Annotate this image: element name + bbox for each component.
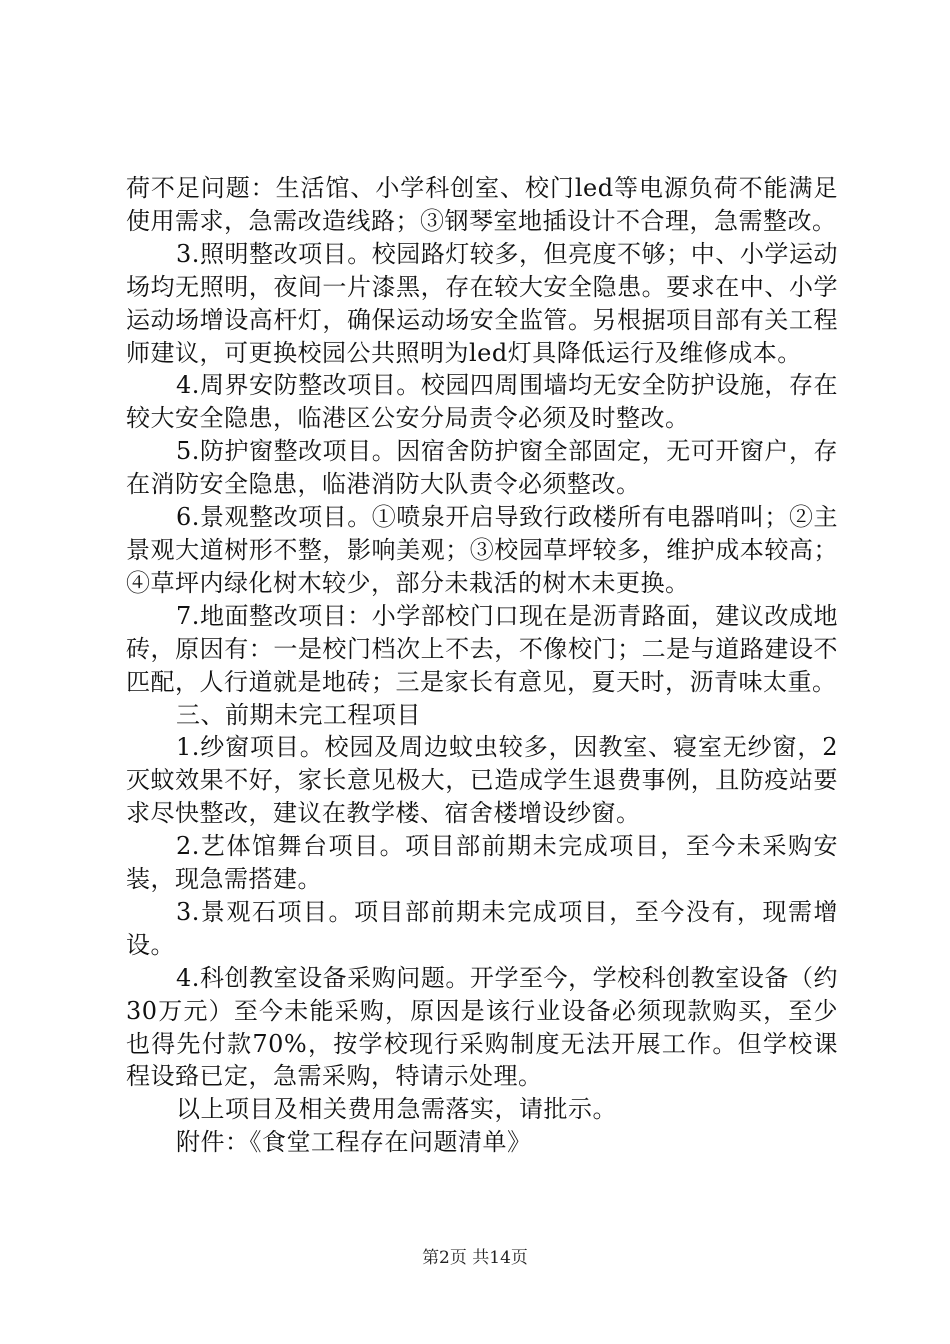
- paragraph: 3.景观石项目。项目部前期未完成项目，至今没有，现需增设。: [126, 897, 838, 959]
- document-body: [126, 172, 838, 1159]
- paragraph: 7.地面整改项目：小学部校门口现在是沥青路面，建议改成地砖，原因有：一是校门档次上不去，不像校门；二是与道路建设不匹配，人行道就是地砖；三是家长有意见，夏天时，沥青味太重。: [126, 601, 838, 696]
- paragraph: 1.纱窗项目。校园及周边蚊虫较多，因教室、寝室无纱窗，2灭蚊效果不好，家长意见极大，已造成学生退费事例，且防疫站要求尽快整改，建议在教学楼、宿舍楼增设纱窗。: [126, 733, 838, 828]
- paragraph: 2.艺体馆舞台项目。项目部前期未完成项目，至今未采购安装，现急需搭建。: [126, 832, 838, 894]
- paragraph: 以上项目及相关费用急需落实，请批示。: [176, 1095, 617, 1124]
- paragraph: 6.景观整改项目。①喷泉开启导致行政楼所有电器哨叫；②主景观大道树形不整，影响美观；③校园草坪较多，维护成本较高；④草坪内绿化树木较少，部分未栽活的树木未更换。: [126, 503, 838, 597]
- paragraph: 3.照明整改项目。校园路灯较多，但亮度不够；中、小学运动场均无照明，夜间一片漆黑，存在较大安全隐患。要求在中、小学运动场增设高杆灯，确保运动场安全监管。另根据项目部有关工程师建议，可更换校园公共照明为led灯具降低运行及维修成本。: [126, 239, 838, 367]
- section-heading: 三、前期未完工程项目: [176, 700, 421, 729]
- paragraph: 4.科创教室设备采购问题。开学至今，学校科创教室设备（约30万元）至今未能采购，原因是该行业设备必须现款购买，至少也得先付款70%，按学校现行采购制度无法开展工作。但学校课程设臵已定，急需采购，特请示处理。: [126, 963, 838, 1091]
- attachment-line: 附件：《食堂工程存在问题清单》: [176, 1128, 532, 1157]
- paragraph: 4.周界安防整改项目。校园四周围墙均无安全防护设施，存在较大安全隐患，临港区公安分局责令必须及时整改。: [126, 371, 838, 433]
- paragraph: 5.防护窗整改项目。因宿舍防护窗全部固定，无可开窗户，存在消防安全隐患，临港消防大队责令必须整改。: [126, 437, 838, 499]
- page-number-footer: 第2页 共14页: [422, 1248, 528, 1268]
- paragraph: 荷不足问题：生活馆、小学科创室、校门led等电源负荷不能满足使用需求，急需改造线路；③钢琴室地插设计不合理，急需整改。: [126, 174, 838, 235]
